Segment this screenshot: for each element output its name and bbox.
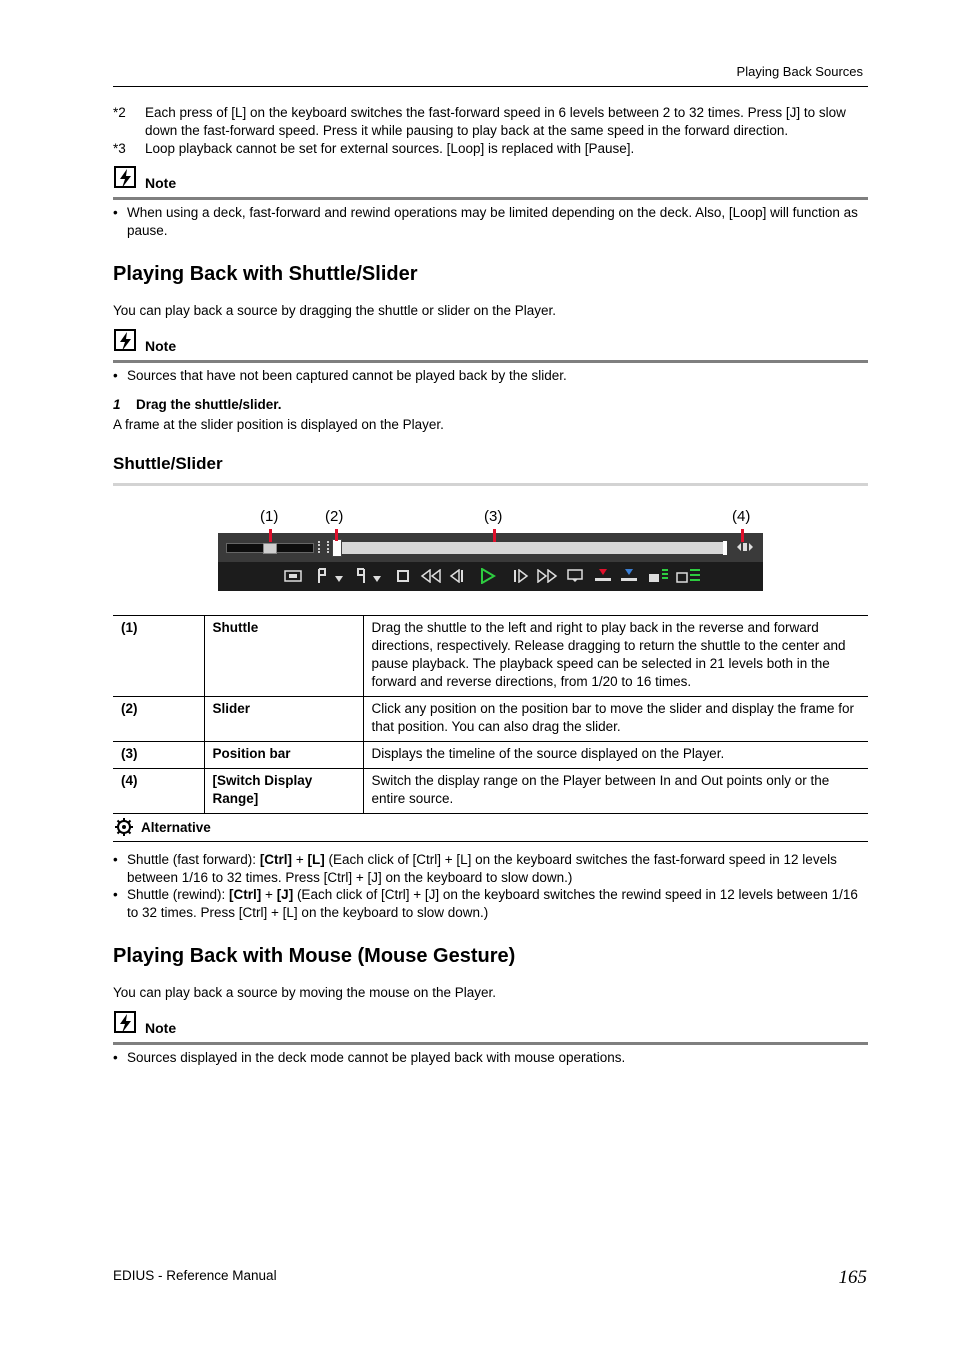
note-label: Note xyxy=(145,175,177,191)
chevron-down-icon[interactable] xyxy=(373,576,381,582)
note-bullet: • When using a deck, fast-forward and rewind operations may be limited depending on the deck. Also, [Loop] will function as pause. xyxy=(113,204,868,240)
footnote-text: Each press of [L] on the keyboard switches the fast-forward speed in 6 levels between 2 to 32 times. Press [J] to slow down the fast-forward speed. Press it while pausing to play back at the same speed in the forward direction. xyxy=(145,105,846,138)
position-bar[interactable] xyxy=(332,542,727,554)
callout-3-line xyxy=(493,529,496,542)
position-bar-end xyxy=(723,541,727,555)
table-row xyxy=(113,769,868,814)
rewind-icon[interactable] xyxy=(420,569,442,583)
alternative-text: (Each click of [Ctrl] + [J] on the keyboard switches the rewind speed in 12 levels between 1/16 to 32 times. Press [Ctrl] + [L] on the keyboard to slow down.) xyxy=(127,887,858,920)
table-cell-description: Switch the display range on the Player between In and Out points only or the entire source. xyxy=(363,769,868,814)
step-number: 1 xyxy=(113,397,121,412)
note-bullet: • Sources that have not been captured cannot be played back by the slider. xyxy=(113,367,868,385)
shuttle[interactable] xyxy=(226,543,314,553)
set-out-icon[interactable] xyxy=(355,568,367,584)
previous-frame-icon[interactable] xyxy=(448,569,466,583)
audio-channel-icon[interactable] xyxy=(676,568,702,584)
stop-icon[interactable] xyxy=(396,569,410,583)
table-row xyxy=(113,742,868,769)
chevron-down-icon[interactable] xyxy=(335,576,343,582)
loop-icon[interactable] xyxy=(566,569,584,583)
alternative-header xyxy=(113,815,868,842)
table-cell-number: (1) xyxy=(113,616,204,697)
table-cell-name: Position bar xyxy=(204,742,363,769)
gear-icon xyxy=(114,817,134,840)
note-icon xyxy=(114,329,138,356)
deck-icon[interactable] xyxy=(284,570,302,582)
step-instruction xyxy=(113,397,282,412)
footnote xyxy=(113,104,868,140)
table-cell-number: (4) xyxy=(113,769,204,814)
section-intro: You can play back a source by moving the mouse on the Player. xyxy=(113,985,496,1000)
table-cell-description: Displays the timeline of the source displayed on the Player. xyxy=(363,742,868,769)
switch-range-icon xyxy=(736,541,754,553)
alternative-text: (Each click of [Ctrl] + [L] on the keyboard switches the fast-forward speed in 12 levels between 1/16 to 32 times. Press [Ctrl] + [J] on the keyboard to slow down.) xyxy=(127,852,837,885)
callout-2: (2) xyxy=(325,508,344,525)
subheading: Shuttle/Slider xyxy=(113,454,223,473)
note-bullet: • Sources displayed in the deck mode cannot be played back with mouse operations. xyxy=(113,1049,868,1067)
table-cell-name: Slider xyxy=(204,697,363,742)
callout-1-line xyxy=(269,529,272,542)
shortcut-key: [L] xyxy=(307,852,325,867)
section-title: Playing Back with Shuttle/Slider xyxy=(113,263,418,285)
table-cell-number: (2) xyxy=(113,697,204,742)
note-icon xyxy=(114,166,138,193)
player-figure xyxy=(218,505,763,591)
subheading-rule xyxy=(113,483,868,486)
page-number: 165 xyxy=(838,1267,867,1288)
overwrite-to-timeline-icon[interactable] xyxy=(620,568,638,584)
note-header xyxy=(113,329,868,363)
section-title: Playing Back with Mouse (Mouse Gesture) xyxy=(113,945,516,967)
note-text: Sources that have not been captured cannot be played back by the slider. xyxy=(127,368,567,383)
section-intro: You can play back a source by dragging the shuttle or slider on the Player. xyxy=(113,303,557,318)
alternative-item: • Shuttle (rewind): [Ctrl] + [J] (Each click of [Ctrl] + [J] on the keyboard switches the rewind speed in 12 levels between 1/16 to 32 times. Press [Ctrl] + [L] on the keyboard to slow down.) xyxy=(113,887,858,920)
player-button-row xyxy=(284,567,754,587)
fast-forward-icon[interactable] xyxy=(536,569,558,583)
table-cell-description: Drag the shuttle to the left and right to play back in the reverse and forward directions, respectively. Release dragging to return the shuttle to the center and pause playback. The playback speed can be selected in 21 levels both in the forward and reverse directions, from 1/20 to 16 times. xyxy=(363,616,868,697)
next-frame-icon[interactable] xyxy=(512,569,530,583)
note-header xyxy=(113,1011,868,1045)
shuttle-handle[interactable] xyxy=(263,543,277,554)
note-icon xyxy=(114,1011,138,1038)
shortcut-key: [Ctrl] xyxy=(259,852,293,867)
export-icon[interactable] xyxy=(648,568,670,584)
footnote-mark: *2 xyxy=(113,105,126,120)
slider[interactable] xyxy=(332,539,342,557)
set-in-icon[interactable] xyxy=(316,568,328,584)
note-label: Note xyxy=(145,1020,177,1036)
table-cell-number: (3) xyxy=(113,742,204,769)
callout-4: (4) xyxy=(732,508,751,525)
alternative-item: • Shuttle (fast forward): [Ctrl] + [L] (Each click of [Ctrl] + [L] on the keyboard switches the fast-forward speed in 12 levels between 1/16 to 32 times. Press [Ctrl] + [J] on the keyboard to slow down.) xyxy=(113,852,837,885)
note-header xyxy=(113,166,868,200)
switch-display-range-button[interactable] xyxy=(736,541,754,553)
note-text: Sources displayed in the deck mode cannot be played back with mouse operations. xyxy=(127,1050,626,1065)
alternative-prefix: Shuttle (rewind): xyxy=(127,887,230,902)
shortcut-key: [Ctrl] xyxy=(229,887,262,902)
header-rule xyxy=(113,86,868,87)
play-icon[interactable] xyxy=(480,568,496,584)
note-label: Note xyxy=(145,338,177,354)
footnote-text: Loop playback cannot be set for external sources. [Loop] is replaced with [Pause]. xyxy=(145,141,635,156)
player-controls-panel xyxy=(218,533,763,591)
callout-4-line xyxy=(741,529,744,542)
note-text: When using a deck, fast-forward and rewind operations may be limited depending on the deck. Also, [Loop] will function as pause. xyxy=(127,205,858,238)
alternative-prefix: Shuttle (fast forward): xyxy=(127,852,260,867)
insert-to-timeline-icon[interactable] xyxy=(594,568,612,584)
footer-manual-title: EDIUS - Reference Manual xyxy=(113,1268,277,1283)
table-cell-name: [Switch Display Range] xyxy=(204,769,363,814)
callout-1: (1) xyxy=(260,508,279,525)
callout-3: (3) xyxy=(484,508,503,525)
footnote-mark: *3 xyxy=(113,141,126,156)
step-description: A frame at the slider position is displayed on the Player. xyxy=(113,417,444,432)
shuttle-slider-table xyxy=(113,615,868,814)
table-cell-name: Shuttle xyxy=(204,616,363,697)
step-text: Drag the shuttle/slider. xyxy=(136,397,282,412)
alternative-label: Alternative xyxy=(141,820,211,835)
shortcut-key: [J] xyxy=(276,887,294,902)
callout-2-line xyxy=(335,529,338,541)
film-icon xyxy=(318,541,329,553)
running-header: Playing Back Sources xyxy=(736,64,863,79)
table-row xyxy=(113,616,868,697)
table-row xyxy=(113,697,868,742)
table-cell-description: Click any position on the position bar to move the slider and display the frame for that position. You can also drag the slider. xyxy=(363,697,868,742)
footnote xyxy=(113,140,868,158)
